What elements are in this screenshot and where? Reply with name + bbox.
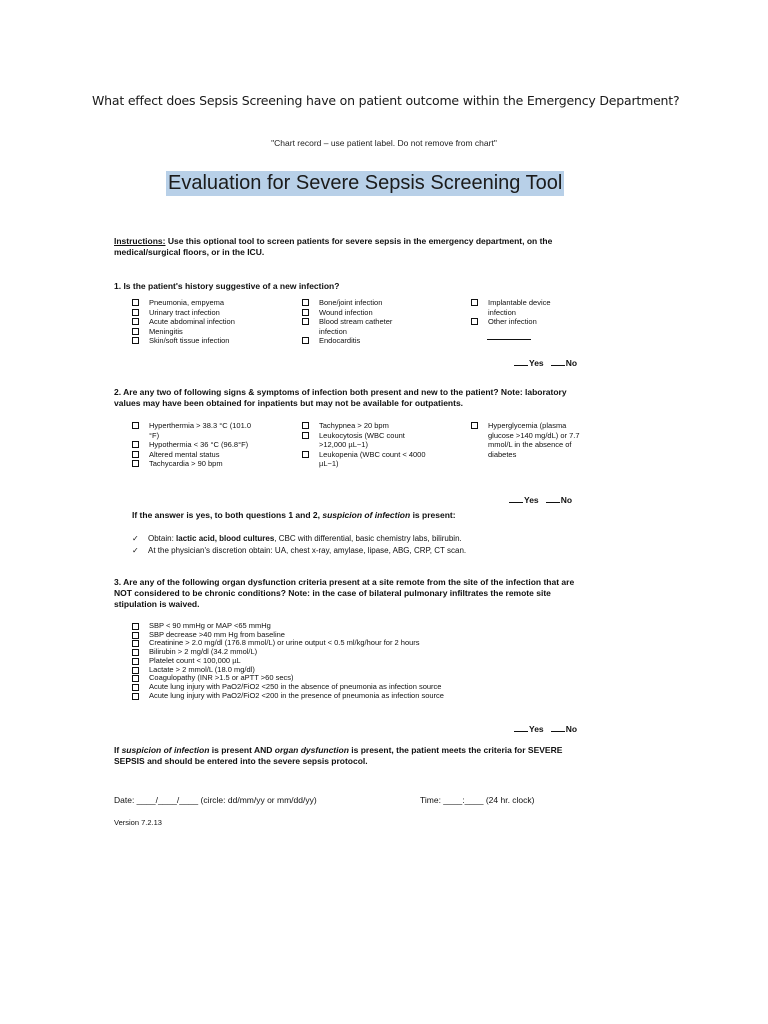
- q1-column-2: [302, 298, 422, 346]
- conclusion-text: is present AND: [209, 745, 275, 755]
- yes-blank[interactable]: [514, 365, 528, 366]
- checkbox-label: Hypothermia < 36 °C (96.8°F): [149, 440, 249, 449]
- checkbox-icon[interactable]: [132, 658, 139, 665]
- checkbox-icon[interactable]: [132, 632, 139, 639]
- checkbox-item[interactable]: [302, 317, 422, 336]
- instructions-text: Use this optional tool to screen patients for severe sepsis in the emergency department, on the medical/surgical floors, or in the ICU.: [114, 236, 553, 257]
- checkbox-item[interactable]: [132, 308, 292, 318]
- obtain-checklist: [132, 533, 466, 557]
- checkbox-label: Endocarditis: [319, 336, 361, 345]
- checkbox-item[interactable]: [302, 308, 422, 318]
- checkbox-label: Pneumonia, empyema: [149, 298, 225, 307]
- checkbox-icon[interactable]: [132, 649, 139, 656]
- checkbox-icon[interactable]: [132, 667, 139, 674]
- checkbox-icon[interactable]: [132, 451, 139, 458]
- checkbox-icon[interactable]: [471, 422, 478, 429]
- checkbox-label: Hyperthermia > 38.3 °C (101.0 °F): [149, 421, 252, 440]
- question-2: 2. Are any two of following signs & symptoms of infection both present and new to the patient? Note: laboratory values may have been obtained for inpatients but may not be available for outpatients.: [114, 387, 567, 408]
- checkbox-icon[interactable]: [132, 441, 139, 448]
- checkbox-icon[interactable]: [132, 460, 139, 467]
- q1-yes-no: [514, 358, 577, 368]
- checkbox-icon[interactable]: [132, 309, 139, 316]
- checkbox-item[interactable]: [132, 336, 292, 346]
- question-1: 1. Is the patient's history suggestive of a new infection?: [114, 281, 340, 291]
- chart-note: "Chart record – use patient label. Do not remove from chart": [271, 138, 497, 148]
- title-block: [166, 171, 564, 196]
- checkbox-label: Bone/joint infection: [319, 298, 383, 307]
- checkbox-label: Urinary tract infection: [149, 307, 220, 317]
- instructions: [114, 236, 594, 258]
- checkbox-label: Acute lung injury with PaO2/FiO2 <200 in the presence of pneumonia as infection source: [149, 690, 444, 700]
- q3-yes-no: [514, 724, 577, 734]
- yes-label: Yes: [529, 724, 544, 734]
- checkbox-icon[interactable]: [132, 328, 139, 335]
- checkbox-label: SBP < 90 mmHg or MAP <65 mmHg: [149, 621, 271, 630]
- checkbox-label: Implantable device infection: [488, 298, 551, 317]
- checkbox-label: Bilirubin > 2 mg/dl (34.2 mmol/L): [149, 647, 258, 657]
- page-title: Evaluation for Severe Sepsis Screening Tool: [168, 172, 563, 194]
- checkbox-icon[interactable]: [132, 684, 139, 691]
- checkmark-icon: ✓: [132, 546, 139, 555]
- checkbox-item[interactable]: [132, 692, 444, 701]
- obtain-discretion: At the physician's discretion obtain: UA, chest x-ray, amylase, lipase, ABG, CRP, CT scan.: [148, 546, 467, 555]
- q2-yes-no: [509, 495, 572, 505]
- no-label: No: [565, 724, 578, 734]
- checkbox-icon[interactable]: [471, 299, 478, 306]
- yes-label: Yes: [529, 358, 544, 368]
- checkbox-item[interactable]: [132, 317, 292, 327]
- q2-column-2: [302, 421, 427, 469]
- checkbox-item[interactable]: [471, 421, 591, 459]
- checkbox-item[interactable]: [302, 336, 422, 346]
- obtain-bold: lactic acid, blood cultures: [176, 534, 275, 543]
- q1-column-3: [471, 298, 571, 327]
- obtain-item: [132, 533, 466, 545]
- conclusion-italic: organ dysfunction: [274, 745, 349, 755]
- checkbox-item[interactable]: [132, 421, 282, 440]
- no-label: No: [565, 358, 578, 368]
- time-field[interactable]: Time: ____:____ (24 hr. clock): [420, 795, 535, 805]
- checkbox-label: Leukopenia (WBC count < 4000 µL−1): [319, 449, 426, 468]
- note-suffix: is present:: [410, 510, 456, 520]
- checkbox-item[interactable]: [302, 298, 422, 308]
- checkbox-label: Acute lung injury with PaO2/FiO2 <250 in the absence of pneumonia as infection source: [149, 681, 442, 691]
- checkbox-item[interactable]: [471, 317, 571, 327]
- checkbox-icon[interactable]: [471, 318, 478, 325]
- checkbox-label: Meningitis: [149, 326, 183, 336]
- checkbox-label: Leukocytosis (WBC count >12,000 µL−1): [319, 430, 405, 449]
- q1-column-1: [132, 298, 292, 346]
- checkbox-icon[interactable]: [132, 640, 139, 647]
- obtain-prefix: Obtain:: [148, 534, 177, 543]
- obtain-item: [132, 545, 466, 557]
- checkmark-icon: ✓: [132, 534, 139, 543]
- checkbox-icon[interactable]: [132, 318, 139, 325]
- checkbox-icon[interactable]: [302, 309, 309, 316]
- checkbox-label: Creatinine > 2.0 mg/dl (176.8 mmol/L) or urine output < 0.5 ml/kg/hour for 2 hours: [149, 638, 420, 648]
- organ-dysfunction-list: [132, 622, 444, 700]
- checkbox-item[interactable]: [471, 298, 571, 317]
- yes-label: Yes: [524, 495, 539, 505]
- checkbox-item[interactable]: [132, 327, 292, 337]
- checkbox-label: Altered mental status: [149, 449, 220, 459]
- checkbox-item[interactable]: [132, 450, 282, 460]
- checkbox-icon[interactable]: [132, 693, 139, 700]
- checkbox-item[interactable]: [302, 450, 427, 469]
- checkbox-label: Hyperglycemia (plasma glucose >140 mg/dL) or 7.7 mmol/L in the absence of diabetes: [488, 421, 580, 459]
- checkbox-label: Other infection: [488, 317, 537, 326]
- question-3: 3. Are any of the following organ dysfunction criteria present at a site remote from the site of the infection that are NOT considered to be chronic conditions? Note: in the case of bilateral pulmonary infiltrates the remote site stipulation is waived.: [114, 577, 575, 609]
- note-italic: suspicion of infection: [322, 510, 411, 520]
- checkbox-icon[interactable]: [302, 432, 309, 439]
- checkbox-label: Tachypnea > 20 bpm: [319, 421, 389, 430]
- checkbox-label: Acute abdominal infection: [149, 317, 235, 326]
- checkbox-label: Tachycardia > 90 bpm: [149, 459, 223, 468]
- yes-blank[interactable]: [514, 731, 528, 732]
- severe-sepsis-conclusion: [114, 745, 584, 767]
- checkbox-icon[interactable]: [132, 337, 139, 344]
- no-blank[interactable]: [551, 731, 565, 732]
- conclusion-italic: suspicion of infection: [121, 745, 210, 755]
- suspicion-of-infection-note: [132, 510, 456, 520]
- checkbox-icon[interactable]: [132, 422, 139, 429]
- no-label: No: [560, 495, 573, 505]
- checkbox-label: Blood stream catheter infection: [319, 317, 393, 336]
- checkbox-item[interactable]: [132, 298, 292, 308]
- conclusion-text: is present, the patient meets the criteria for SEVERE SEPSIS and should be entered into the severe sepsis protocol.: [114, 745, 563, 766]
- checkbox-item[interactable]: [302, 431, 427, 450]
- yes-blank[interactable]: [509, 502, 523, 503]
- question-header: What effect does Sepsis Screening have on patient outcome within the Emergency Department?: [92, 93, 680, 108]
- obtain-suffix: , CBC with differential, basic chemistry labs, bilirubin.: [274, 534, 462, 543]
- other-infection-blank[interactable]: [487, 339, 531, 340]
- checkbox-label: Coagulopathy (INR >1.5 or aPTT >60 secs): [149, 673, 294, 683]
- q2-column-1: [132, 421, 282, 469]
- checkbox-icon[interactable]: [132, 299, 139, 306]
- checkbox-label: Wound infection: [319, 307, 373, 317]
- checkbox-icon[interactable]: [302, 299, 309, 306]
- checkbox-label: Skin/soft tissue infection: [149, 336, 230, 345]
- date-field[interactable]: Date: ____/____/____ (circle: dd/mm/yy or mm/dd/yy): [114, 795, 317, 805]
- checkbox-icon[interactable]: [302, 318, 309, 325]
- note-prefix: If the answer is yes, to both questions 1 and 2,: [132, 510, 323, 520]
- checkbox-icon[interactable]: [302, 451, 309, 458]
- checkbox-icon[interactable]: [132, 675, 139, 682]
- checkbox-item[interactable]: [132, 440, 282, 450]
- no-blank[interactable]: [546, 502, 560, 503]
- no-blank[interactable]: [551, 365, 565, 366]
- checkbox-icon[interactable]: [302, 337, 309, 344]
- instructions-label: Instructions:: [114, 236, 166, 246]
- conclusion-text: If: [114, 745, 122, 755]
- checkbox-label: Platelet count < 100,000 µL: [149, 655, 241, 665]
- version-label: Version 7.2.13: [114, 818, 162, 827]
- checkbox-icon[interactable]: [302, 422, 309, 429]
- checkbox-label: Lactate > 2 mmol/L (18.0 mg/dl): [149, 664, 255, 674]
- checkbox-icon[interactable]: [132, 623, 139, 630]
- checkbox-label: SBP decrease >40 mm Hg from baseline: [149, 629, 285, 639]
- checkbox-item[interactable]: [132, 459, 282, 469]
- q2-column-3: [471, 421, 591, 459]
- checkbox-item[interactable]: [302, 421, 427, 431]
